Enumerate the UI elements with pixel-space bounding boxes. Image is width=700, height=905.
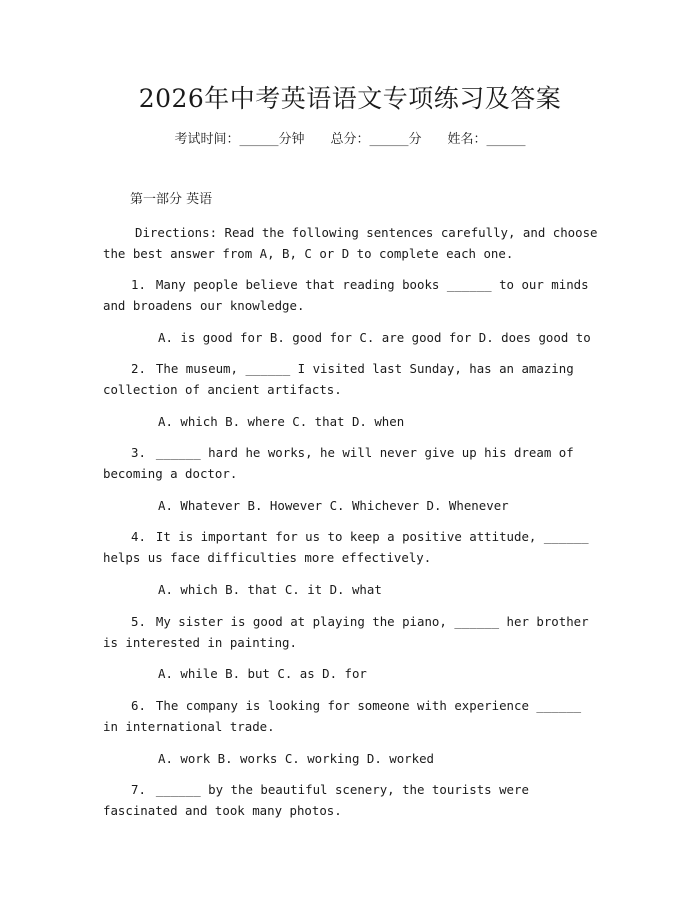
question-options: A. which B. that C. it D. what xyxy=(158,582,382,597)
question-number: 1. xyxy=(131,277,146,292)
question xyxy=(103,526,601,568)
question xyxy=(103,695,601,737)
question-options: A. while B. but C. as D. for xyxy=(158,666,367,681)
question xyxy=(103,779,601,821)
question-text: The museum, ______ I visited last Sunday, has an amazing collection of ancient artifacts. xyxy=(103,361,574,397)
question-text: Many people believe that reading books ______ to our minds and broadens our knowledge. xyxy=(103,277,589,313)
question-text: ______ hard he works, he will never give up his dream of becoming a doctor. xyxy=(103,445,574,481)
total-score-label: 总分：______分 xyxy=(330,132,422,147)
question-options: A. Whatever B. However C. Whichever D. Whenever xyxy=(158,498,509,513)
question-text: It is important for us to keep a positive attitude, ______ helps us face difficulties more effectively. xyxy=(103,529,589,565)
directions-text: Directions: Read the following sentences carefully, and choose the best answer from A, B, C or D to complete each one. xyxy=(103,225,598,261)
question-number: 2. xyxy=(131,361,146,376)
question-text: The company is looking for someone with experience ______ in international trade. xyxy=(103,698,582,734)
question-number: 4. xyxy=(131,529,146,544)
question-options: A. which B. where C. that D. when xyxy=(158,414,405,429)
question xyxy=(103,358,601,400)
question-number: 5. xyxy=(131,614,146,629)
exam-meta xyxy=(0,130,700,150)
question-text: ______ by the beautiful scenery, the tourists were fascinated and took many photos. xyxy=(103,782,529,818)
question-number: 7. xyxy=(131,782,146,797)
question xyxy=(103,442,601,484)
question-number: 3. xyxy=(131,445,146,460)
question-options: A. is good for B. good for C. are good for D. does good to xyxy=(158,330,591,345)
section-title: 第一部分 英语 xyxy=(130,192,213,207)
question-options: A. work B. works C. working D. worked xyxy=(158,751,435,766)
question-number: 6. xyxy=(131,698,146,713)
question xyxy=(103,611,601,653)
question-text: My sister is good at playing the piano, ______ her brother is interested in painting. xyxy=(103,614,589,650)
page-title: 2026年中考英语语文专项练习及答案 xyxy=(138,84,562,113)
student-name-label: 姓名：______ xyxy=(447,132,526,147)
exam-time-label: 考试时间：______分钟 xyxy=(174,132,305,147)
question xyxy=(103,274,601,316)
